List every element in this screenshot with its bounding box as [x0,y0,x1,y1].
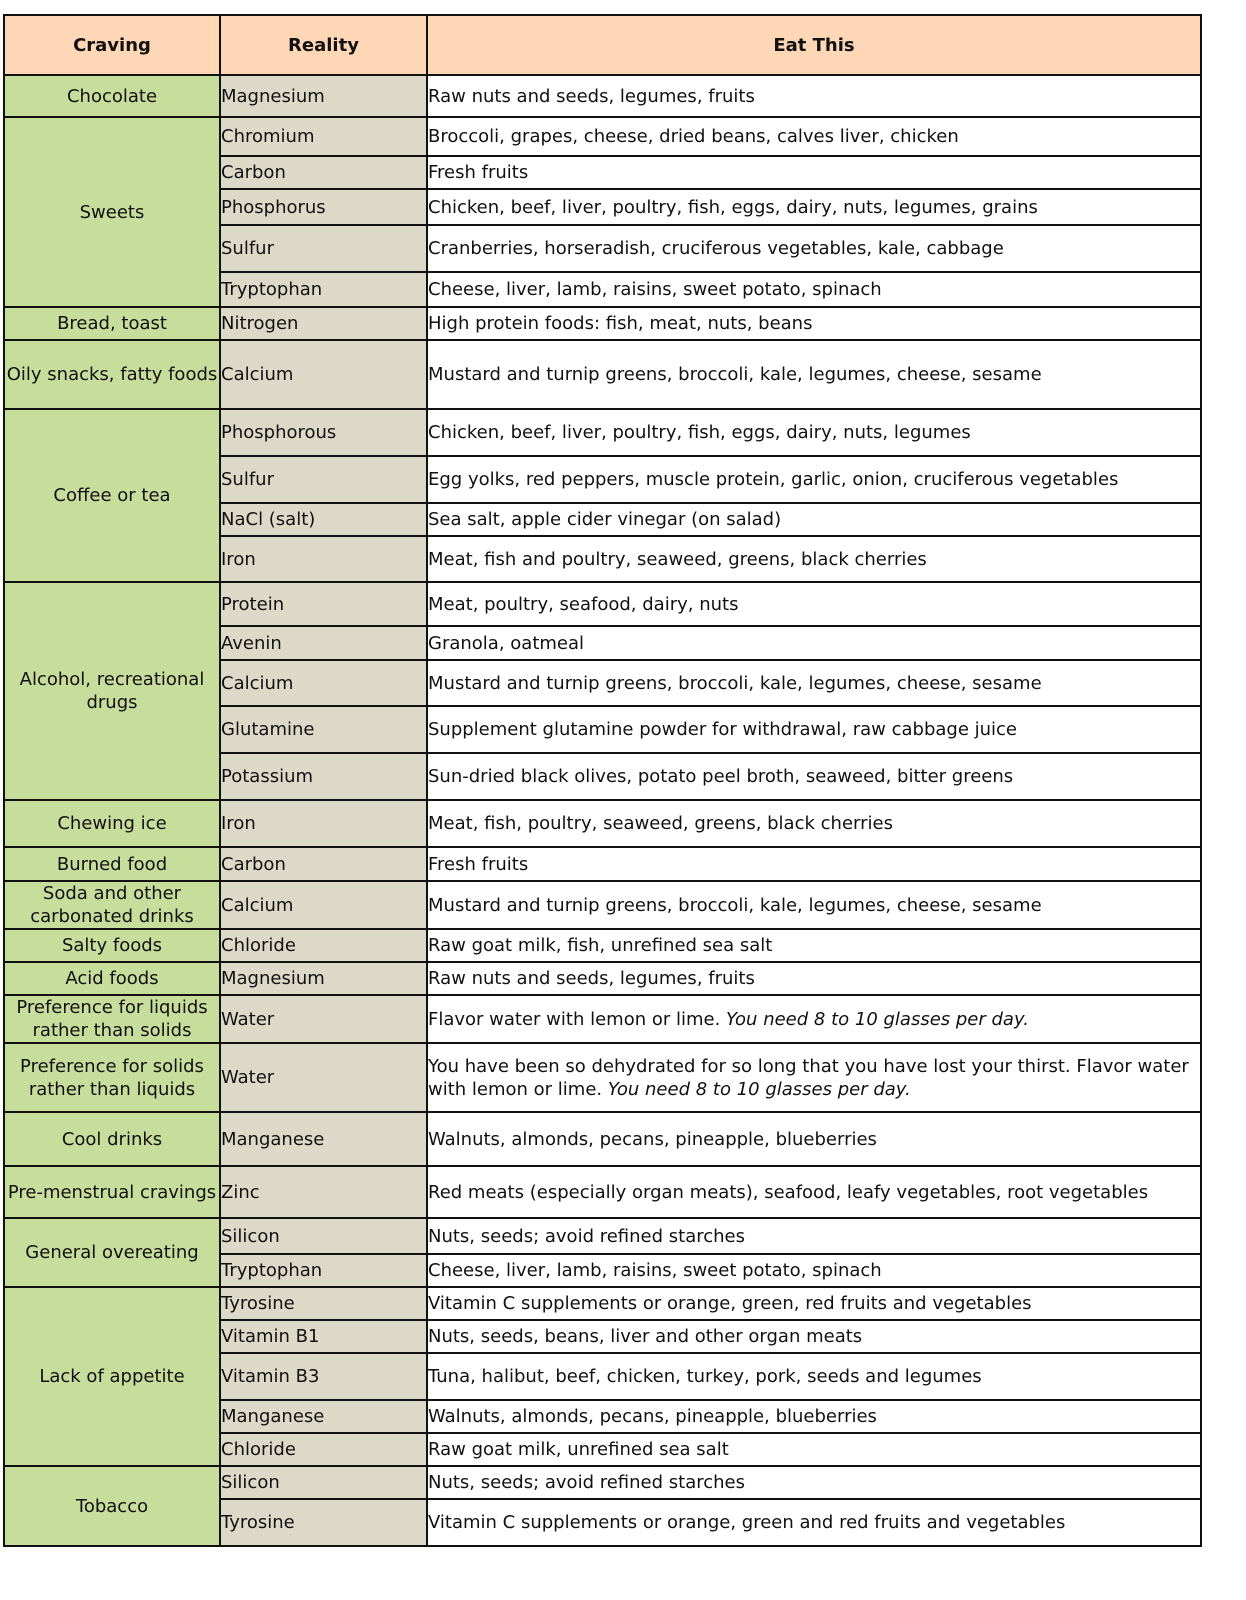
reality-cell: Calcium [220,340,427,409]
header-row [4,15,1201,75]
eat-this-cell [427,660,1201,706]
eat-this-cell [427,189,1201,225]
craving-cell: Coffee or tea [4,409,220,582]
craving-cell: Lack of appetite [4,1287,220,1466]
eat-this-text: Tuna, halibut, beef, chicken, turkey, pork, seeds and legumes [428,1366,982,1387]
eat-this-text: Fresh fruits [428,162,529,183]
eat-this-cell [427,753,1201,800]
reality-cell: Silicon [220,1466,427,1499]
eat-this-cell [427,1499,1201,1546]
eat-this-text: Chicken, beef, liver, poultry, fish, eggs, dairy, nuts, legumes, grains [428,196,1038,218]
eat-this-text: Vitamin C supplements or orange, green and red fruits and vegetables [428,1512,1066,1533]
craving-cell: Burned food [4,847,220,881]
reality-cell: Carbon [220,847,427,881]
craving-cell: Tobacco [4,1466,220,1546]
reality-cell: Iron [220,536,427,582]
eat-this-text: Walnuts, almonds, pecans, pineapple, blueberries [428,1406,877,1427]
eat-this-cell [427,706,1201,753]
eat-this-text: Nuts, seeds; avoid refined starches [428,1472,745,1493]
eat-this-text: Nuts, seeds, beans, liver and other organ meats [428,1326,863,1347]
eat-this-text: Chicken, beef, liver, poultry, fish, eggs, dairy, nuts, legumes [428,422,971,443]
reality-cell: Magnesium [220,75,427,117]
reality-cell: NaCl (salt) [220,503,427,536]
reality-cell: Nitrogen [220,307,427,340]
eat-this-text: Walnuts, almonds, pecans, pineapple, blueberries [428,1128,877,1150]
eat-this-text: Sun-dried black olives, potato peel broth, seaweed, bitter greens [428,766,1014,787]
reality-cell: Water [220,1043,427,1112]
eat-this-cell [427,1466,1201,1499]
eat-this-cell [427,1400,1201,1433]
eat-this-cell [427,1433,1201,1466]
eat-this-note: You need 8 to 10 glasses per day. [607,1078,911,1100]
eat-this-cell [427,626,1201,660]
craving-cell: Oily snacks, fatty foods [4,340,220,409]
craving-cell: Cool drinks [4,1112,220,1166]
reality-cell: Glutamine [220,706,427,753]
craving-table [3,14,1202,1547]
craving-cell: Acid foods [4,962,220,995]
eat-this-text: Egg yolks, red peppers, muscle protein, garlic, onion, cruciferous vegetables [428,469,1119,490]
eat-this-text: Meat, fish, poultry, seaweed, greens, black cherries [428,813,893,834]
reality-cell: Water [220,995,427,1043]
table-row [4,582,1201,626]
eat-this-cell [427,409,1201,456]
table-row [4,340,1201,409]
reality-cell: Tyrosine [220,1287,427,1320]
reality-cell: Tyrosine [220,1499,427,1546]
table-row [4,409,1201,456]
table-row [4,1166,1201,1218]
eat-this-cell [427,582,1201,626]
eat-this-cell [427,1043,1201,1112]
eat-this-cell [427,881,1201,929]
eat-this-cell [427,995,1201,1043]
eat-this-cell [427,1287,1201,1320]
reality-cell: Protein [220,582,427,626]
table-row [4,995,1201,1043]
reality-cell: Carbon [220,156,427,189]
reality-cell: Potassium [220,753,427,800]
eat-this-cell [427,503,1201,536]
eat-this-text: Broccoli, grapes, cheese, dried beans, calves liver, chicken [428,126,959,147]
craving-cell: Preference for liquids rather than solids [4,995,220,1043]
eat-this-text: Meat, poultry, seafood, dairy, nuts [428,593,739,615]
eat-this-cell [427,536,1201,582]
reality-cell: Avenin [220,626,427,660]
eat-this-cell [427,1353,1201,1400]
table-row [4,117,1201,156]
table-row [4,1287,1201,1320]
craving-cell: Sweets [4,117,220,307]
table-row [4,962,1201,995]
eat-this-cell [427,847,1201,881]
eat-this-cell [427,1218,1201,1254]
table-row [4,1112,1201,1166]
reality-cell: Vitamin B1 [220,1320,427,1353]
eat-this-cell [427,156,1201,189]
eat-this-text: Mustard and turnip greens, broccoli, kale, legumes, cheese, sesame [428,672,1042,694]
eat-this-text: Fresh fruits [428,853,529,875]
eat-this-cell [427,456,1201,503]
eat-this-cell [427,1254,1201,1287]
craving-header: Craving [4,15,220,75]
eat-this-text: Sea salt, apple cider vinegar (on salad) [428,509,782,530]
table-row [4,929,1201,962]
reality-cell: Vitamin B3 [220,1353,427,1400]
craving-cell: Chewing ice [4,800,220,847]
reality-cell: Calcium [220,660,427,706]
reality-cell: Chromium [220,117,427,156]
reality-cell: Silicon [220,1218,427,1254]
eat-this-text: Cranberries, horseradish, cruciferous vegetables, kale, cabbage [428,238,1004,259]
eat-this-text: High protein foods: fish, meat, nuts, beans [428,313,813,334]
eat-this-text: Raw goat milk, unrefined sea salt [428,1439,729,1460]
eat-this-header: Eat This [427,15,1201,75]
eat-this-text: Mustard and turnip greens, broccoli, kale, legumes, cheese, sesame [428,894,1042,916]
table-body [4,75,1201,1546]
table-row [4,881,1201,929]
eat-this-text: Meat, fish and poultry, seaweed, greens, black cherries [428,548,927,570]
eat-this-cell [427,962,1201,995]
reality-cell: Calcium [220,881,427,929]
reality-cell: Phosphorus [220,189,427,225]
craving-cell: Soda and other carbonated drinks [4,881,220,929]
eat-this-text: Raw nuts and seeds, legumes, fruits [428,85,755,107]
eat-this-text: Supplement glutamine powder for withdrawal, raw cabbage juice [428,719,1017,740]
reality-header: Reality [220,15,427,75]
eat-this-cell [427,1112,1201,1166]
craving-cell: Pre-menstrual cravings [4,1166,220,1218]
reality-cell: Manganese [220,1112,427,1166]
reality-cell: Magnesium [220,962,427,995]
eat-this-text: Red meats (especially organ meats), seafood, leafy vegetables, root vegetables [428,1181,1149,1203]
reality-cell: Manganese [220,1400,427,1433]
eat-this-cell [427,1166,1201,1218]
eat-this-text: Granola, oatmeal [428,632,585,654]
eat-this-cell [427,117,1201,156]
craving-cell: Salty foods [4,929,220,962]
reality-cell: Iron [220,800,427,847]
craving-cell: Chocolate [4,75,220,117]
eat-this-cell [427,307,1201,340]
table-row [4,1218,1201,1254]
reality-cell: Chloride [220,1433,427,1466]
eat-this-text: Cheese, liver, lamb, raisins, sweet potato, spinach [428,279,882,300]
eat-this-text: Nuts, seeds; avoid refined starches [428,1225,745,1247]
table-row [4,1043,1201,1112]
eat-this-note: You need 8 to 10 glasses per day. [726,1008,1029,1030]
eat-this-text: Raw goat milk, fish, unrefined sea salt [428,935,773,956]
table-row [4,800,1201,847]
table-row [4,307,1201,340]
eat-this-text: Raw nuts and seeds, legumes, fruits [428,968,755,989]
table-row [4,1466,1201,1499]
craving-cell: Bread, toast [4,307,220,340]
eat-this-cell [427,75,1201,117]
table-row [4,75,1201,117]
craving-cell: Alcohol, recreational drugs [4,582,220,800]
reality-cell: Zinc [220,1166,427,1218]
eat-this-text: Mustard and turnip greens, broccoli, kale, legumes, cheese, sesame [428,364,1042,385]
eat-this-text: Cheese, liver, lamb, raisins, sweet potato, spinach [428,1260,882,1281]
reality-cell: Tryptophan [220,272,427,307]
reality-cell: Tryptophan [220,1254,427,1287]
eat-this-cell [427,1320,1201,1353]
reality-cell: Phosphorous [220,409,427,456]
craving-cell: General overeating [4,1218,220,1287]
eat-this-cell [427,340,1201,409]
eat-this-text: Flavor water with lemon or lime. [428,1008,727,1030]
table-row [4,847,1201,881]
eat-this-text: Vitamin C supplements or orange, green, red fruits and vegetables [428,1293,1032,1314]
eat-this-cell [427,272,1201,307]
eat-this-cell [427,929,1201,962]
eat-this-cell [427,225,1201,272]
reality-cell: Sulfur [220,456,427,503]
eat-this-cell [427,800,1201,847]
reality-cell: Chloride [220,929,427,962]
eat-this-text: You have been so dehydrated for so long that you have lost your thirst. Flavor water with lemon or lime. [428,1055,1189,1100]
reality-cell: Sulfur [220,225,427,272]
craving-cell: Preference for solids rather than liquids [4,1043,220,1112]
